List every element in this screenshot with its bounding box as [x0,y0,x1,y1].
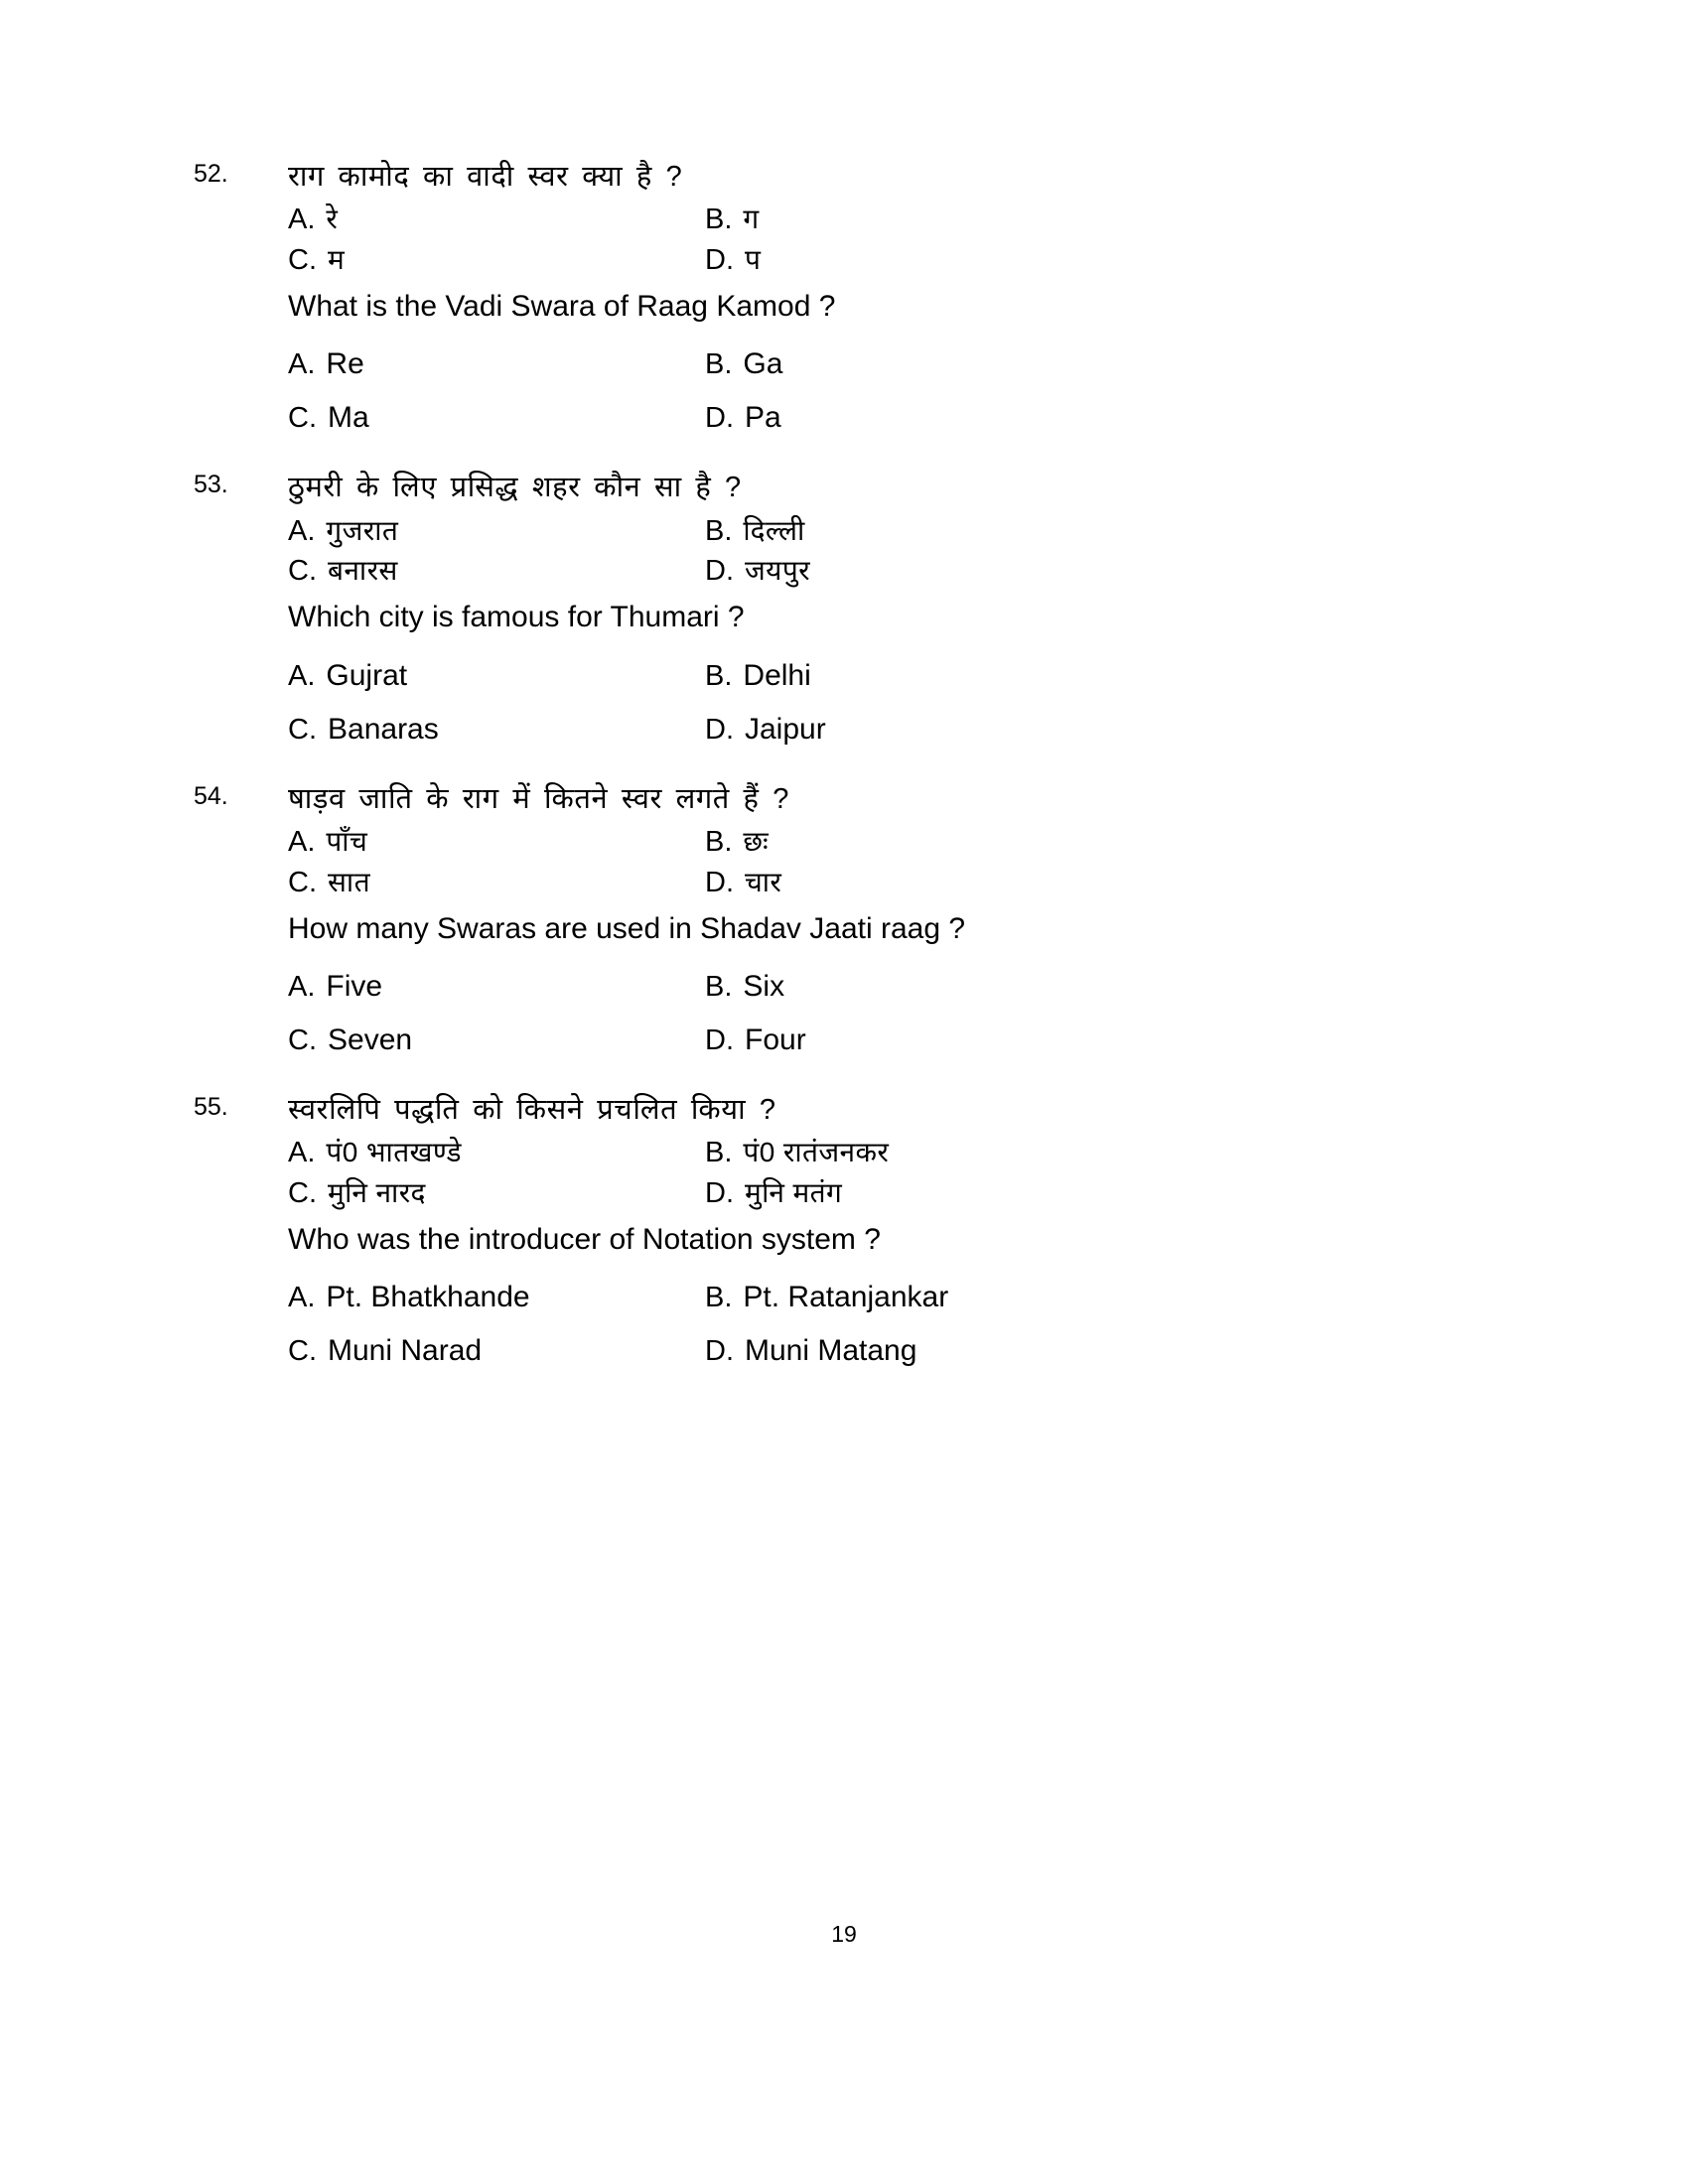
option-key-b: B. [705,971,733,1004]
option-b-hindi-52[interactable] [705,203,1201,237]
option-c-english-55[interactable] [288,1333,705,1369]
question-text-english-55: Who was the introducer of Notation system ? [288,1222,881,1256]
option-value-c: Banaras [328,712,439,746]
option-value-d: प [745,244,762,276]
option-key-c: C. [288,1335,317,1368]
question-heading-52 [194,159,1410,197]
option-key-d: D. [705,1177,734,1210]
option-c-hindi-53[interactable] [288,554,705,589]
option-d-english-52[interactable] [705,400,1201,436]
option-value-a: Re [326,347,364,381]
option-d-hindi-52[interactable] [705,243,1201,278]
option-value-d: Jaipur [745,712,826,746]
option-value-d: Pa [745,401,781,435]
option-key-c: C. [288,1177,317,1210]
option-a-hindi-54[interactable] [288,825,705,860]
option-value-d: जयपुर [745,555,810,587]
option-key-d: D. [705,555,734,588]
option-b-english-55[interactable] [705,1280,1201,1315]
option-a-english-53[interactable] [288,658,705,694]
option-key-c: C. [288,402,317,435]
option-key-a: A. [288,514,316,547]
option-key-d: D. [705,1024,734,1057]
option-key-a: A. [288,971,316,1004]
option-c-hindi-55[interactable] [288,1176,705,1211]
option-key-a: A. [288,659,316,692]
option-key-a: A. [288,1137,316,1169]
option-value-b: Delhi [743,658,811,692]
option-value-c: Muni Narad [328,1334,483,1368]
option-key-d: D. [705,713,734,746]
question-block-55 [194,1092,1410,1369]
option-row-hindi-cd-53 [288,554,1410,589]
option-key-d: D. [705,866,734,898]
option-key-c: C. [288,244,317,277]
option-key-c: C. [288,866,317,898]
option-row-hindi-cd-54 [288,866,1410,900]
option-d-english-54[interactable] [705,1023,1201,1058]
option-key-a: A. [288,1282,316,1314]
option-c-english-54[interactable] [288,1023,705,1058]
option-c-hindi-54[interactable] [288,866,705,900]
option-a-hindi-52[interactable] [288,203,705,237]
option-key-b: B. [705,659,733,692]
question-number-55: 55. [194,1093,228,1122]
option-a-hindi-53[interactable] [288,514,705,549]
option-value-c: मुनि नारद [328,1177,426,1209]
option-row-hindi-ab-55 [288,1136,1410,1170]
option-row-hindi-ab-53 [288,514,1410,549]
option-value-b: दिल्ली [743,514,805,546]
question-block-54 [194,781,1410,1058]
option-value-b: पं0 रातंजनकर [743,1137,890,1168]
option-row-hindi-cd-55 [288,1176,1410,1211]
option-key-c: C. [288,1024,317,1057]
option-key-b: B. [705,825,733,858]
option-b-hindi-54[interactable] [705,825,1201,860]
option-row-english-cd-54 [288,1023,1410,1058]
option-value-d: चार [745,866,782,897]
question-block-52 [194,159,1410,436]
option-value-b: ग [743,204,760,235]
option-a-english-54[interactable] [288,969,705,1005]
option-key-d: D. [705,402,734,435]
option-key-b: B. [705,204,733,236]
option-row-english-ab-54 [288,969,1410,1005]
option-key-b: B. [705,1282,733,1314]
option-d-hindi-53[interactable] [705,554,1201,589]
question-text-english-53: Which city is famous for Thumari ? [288,601,745,634]
option-value-b: Six [743,970,785,1004]
option-key-b: B. [705,514,733,547]
option-key-c: C. [288,713,317,746]
question-number-52: 52. [194,160,228,188]
option-value-c: बनारस [328,555,398,587]
option-value-a: Five [326,970,383,1004]
question-text-hindi-55: स्वरलिपि पद्धति को किसने प्रचलित किया ? [288,1094,776,1127]
option-b-english-52[interactable] [705,346,1201,382]
option-row-english-cd-52 [288,400,1410,436]
option-row-english-ab-52 [288,346,1410,382]
option-d-hindi-54[interactable] [705,866,1201,900]
option-row-english-ab-55 [288,1280,1410,1315]
option-row-english-ab-53 [288,658,1410,694]
questions-container [194,159,1410,1377]
question-heading-55 [194,1092,1410,1130]
option-row-english-cd-53 [288,712,1410,748]
question-separator [288,755,1410,781]
option-key-a: A. [288,348,316,381]
option-value-d: Four [745,1024,806,1057]
question-text-english-54: How many Swaras are used in Shadav Jaati raag ? [288,911,966,945]
option-b-hindi-53[interactable] [705,514,1201,549]
question-number-53: 53. [194,471,228,499]
question-text-hindi-52: राग कामोद का वादी स्वर क्या है ? [288,161,683,193]
option-row-hindi-ab-54 [288,825,1410,860]
option-key-c: C. [288,555,317,588]
option-value-c: म [328,244,346,276]
option-a-english-55[interactable] [288,1280,705,1315]
option-a-english-52[interactable] [288,346,705,382]
option-d-hindi-55[interactable] [705,1176,1201,1211]
option-key-d: D. [705,1335,734,1368]
option-b-hindi-55[interactable] [705,1136,1201,1170]
option-value-a: पं0 भातखण्डे [326,1137,462,1168]
option-value-b: छः [743,825,770,857]
option-value-a: Pt. Bhatkhande [326,1281,530,1314]
option-d-english-55[interactable] [705,1333,1201,1369]
question-block-53 [194,470,1410,747]
option-value-c: Seven [328,1024,413,1057]
option-value-a: गुजरात [326,514,399,546]
option-key-a: A. [288,825,316,858]
question-heading-54 [194,781,1410,819]
option-value-a: पाँच [326,825,368,857]
option-value-c: Ma [328,401,369,435]
option-key-d: D. [705,244,734,277]
option-value-a: रे [326,204,339,235]
option-c-hindi-52[interactable] [288,243,705,278]
option-row-english-cd-55 [288,1333,1410,1369]
option-key-a: A. [288,204,316,236]
question-text-hindi-53: ठुमरी के लिए प्रसिद्ध शहर कौन सा है ? [288,472,742,504]
option-value-b: Pt. Ratanjankar [743,1281,949,1314]
question-number-54: 54. [194,781,228,810]
option-value-d: Muni Matang [745,1334,917,1368]
option-b-english-54[interactable] [705,969,1201,1005]
page-number-footer: 19 [831,1921,857,1947]
question-separator [288,444,1410,470]
option-value-b: Ga [743,347,783,381]
option-value-c: सात [328,866,370,897]
option-b-english-53[interactable] [705,658,1201,694]
option-a-hindi-55[interactable] [288,1136,705,1170]
question-text-english-52: What is the Vadi Swara of Raag Kamod ? [288,289,836,323]
option-key-b: B. [705,348,733,381]
question-text-hindi-54: षाड़व जाति के राग में कितने स्वर लगते हैं ? [288,782,789,815]
option-key-b: B. [705,1137,733,1169]
option-d-english-53[interactable] [705,712,1201,748]
option-c-english-52[interactable] [288,400,705,436]
option-c-english-53[interactable] [288,712,705,748]
option-value-a: Gujrat [326,658,408,692]
question-heading-53 [194,470,1410,507]
option-value-d: मुनि मतंग [745,1177,843,1209]
option-row-hindi-ab-52 [288,203,1410,237]
question-separator [288,1066,1410,1092]
option-row-hindi-cd-52 [288,243,1410,278]
